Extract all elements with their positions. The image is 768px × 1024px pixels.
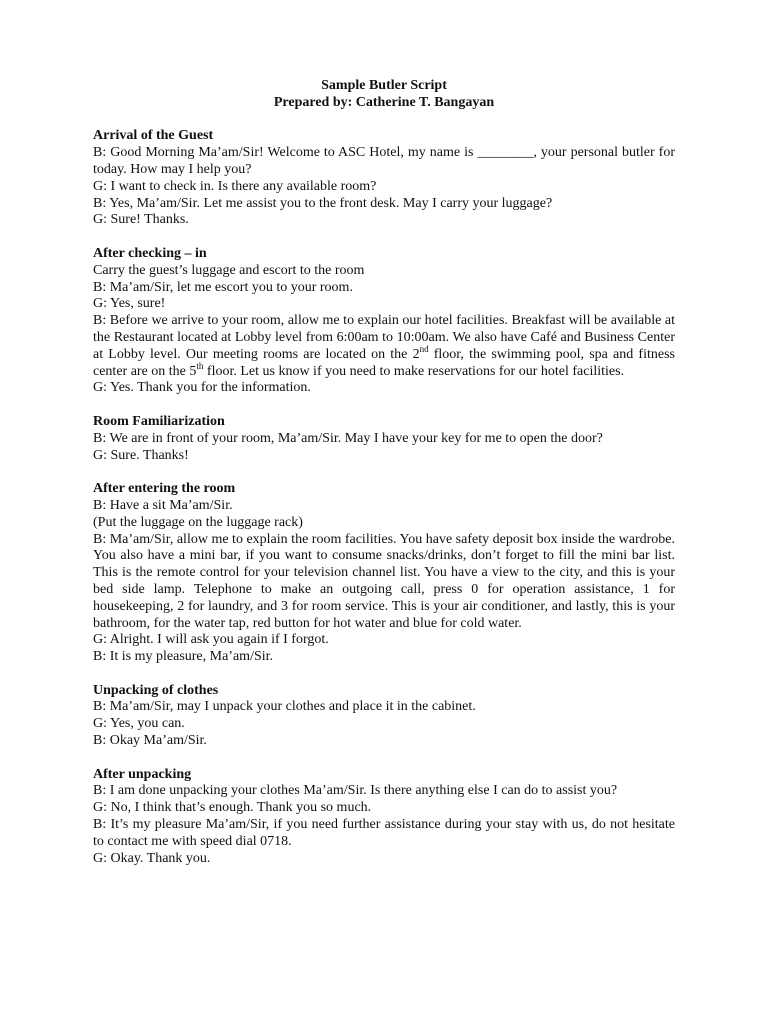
text-segment: B: Before we arrive to your room, allow me to explain our hotel facilities. Breakfast will be available at the Restaurant located at Lobby level from 6:00am to 10:00am. We also have Café and Business Center at Lobby level. Our meeting rooms are located on the 2	[93, 313, 675, 362]
dialogue-line: G: Yes, you can.	[93, 716, 185, 732]
dialogue-line: B: Okay Ma’am/Sir.	[93, 733, 207, 749]
dialogue-line: G: Yes, sure!	[93, 296, 166, 312]
document-page	[93, 78, 675, 867]
dialogue-line: B: Have a sit Ma’am/Sir.	[93, 497, 233, 513]
dialogue-line: G: Alright. I will ask you again if I forgot.	[93, 632, 329, 648]
dialogue-line: B: It’s my pleasure Ma’am/Sir, if you need further assistance during your stay with us, do not hesitate to contact me with speed dial 0718.	[93, 817, 675, 849]
dialogue-line: B: Ma’am/Sir, may I unpack your clothes and place it in the cabinet.	[93, 699, 476, 715]
section-heading: Arrival of the Guest	[93, 128, 214, 144]
dialogue-line: B: It is my pleasure, Ma’am/Sir.	[93, 649, 274, 665]
dialogue-line: B: Good Morning Ma’am/Sir! Welcome to ASC Hotel, my name is ________, your personal butler for today. How may I help you?	[93, 145, 675, 177]
text-segment: floor, the swimming pool, spa and fitness center are on the 5	[93, 346, 675, 379]
dialogue-line: B: Ma’am/Sir, allow me to explain the room facilities. You have safety deposit box inside the wardrobe. You also have a mini bar, if you want to consume snacks/drinks, don’t forget to fill the mini bar list. This is the remote control for your television channel list. You have a view to the city, and this is your bed side lamp. Telephone to make an outgoing call, press 0 for operation assistance, 1 for housekeeping, 2 for laundry, and 3 for room service. This is your air conditioner, and lastly, this is your bathroom, for the water tap, red button for hot water and blue for cold water.	[93, 531, 675, 631]
dialogue-line: B: Ma’am/Sir, let me escort you to your room.	[93, 279, 353, 295]
section-heading: Room Familiarization	[93, 413, 225, 429]
instruction-line: Carry the guest’s luggage and escort to the room	[93, 262, 365, 278]
document-author: Prepared by: Catherine T. Bangayan	[273, 94, 495, 110]
dialogue-line: G: Yes. Thank you for the information.	[93, 380, 311, 396]
dialogue-line: G: Sure. Thanks!	[93, 447, 189, 463]
section-unpacking	[93, 683, 675, 750]
dialogue-line: G: Okay. Thank you.	[93, 850, 211, 866]
section-after-checking-in	[93, 246, 675, 397]
instruction-line: (Put the luggage on the luggage rack)	[93, 514, 303, 530]
facilities-paragraph	[93, 313, 675, 380]
section-heading: After checking – in	[93, 245, 207, 261]
dialogue-line: B: I am done unpacking your clothes Ma’am/Sir. Is there anything else I can do to assist you?	[93, 783, 618, 799]
section-arrival	[93, 128, 675, 229]
section-after-unpacking	[93, 767, 675, 868]
section-heading: After unpacking	[93, 766, 192, 782]
document-title: Sample Butler Script	[321, 78, 447, 93]
dialogue-line: G: Sure! Thanks.	[93, 212, 189, 228]
section-heading: After entering the room	[93, 481, 236, 497]
superscript: th	[196, 360, 204, 371]
dialogue-line: B: We are in front of your room, Ma’am/Sir. May I have your key for me to open the door?	[93, 430, 603, 446]
section-room-familiarization	[93, 414, 675, 464]
dialogue-line: G: No, I think that’s enough. Thank you so much.	[93, 800, 372, 816]
section-heading: Unpacking of clothes	[93, 682, 219, 698]
dialogue-line: G: I want to check in. Is there any available room?	[93, 178, 377, 194]
superscript: nd	[419, 343, 429, 354]
text-segment: floor. Let us know if you need to make reservations for our hotel facilities.	[203, 363, 625, 379]
section-after-entering-room	[93, 481, 675, 666]
dialogue-line: B: Yes, Ma’am/Sir. Let me assist you to the front desk. May I carry your luggage?	[93, 195, 553, 211]
